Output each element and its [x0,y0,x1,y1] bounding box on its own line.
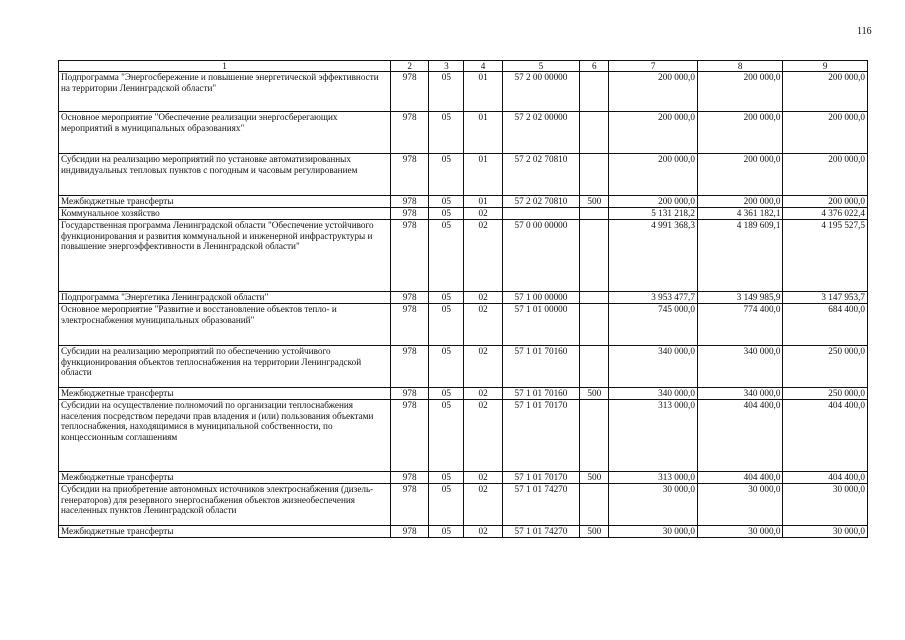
table-row [59,196,868,208]
table-row [59,388,868,400]
row-value-cell: 5 131 218,2 [609,208,698,220]
table-row [59,526,868,538]
row-value-cell: 30 000,0 [783,484,868,526]
row-name-cell: Государственная программа Ленинградской области "Обеспечение устойчивого функционирования и развития коммунальной и инженерной инфраструктуры и повышение энергоэффективности в Ленинградской области" [59,220,391,292]
column-header-3: 3 [429,61,464,72]
row-value-cell: 57 1 01 74270 [502,484,579,526]
row-value-cell: 30 000,0 [697,526,783,538]
row-value-cell: 4 195 527,5 [783,220,868,292]
row-value-cell [502,208,579,220]
row-value-cell: 30 000,0 [609,484,698,526]
row-value-cell: 404 400,0 [783,400,868,472]
row-value-cell: 30 000,0 [609,526,698,538]
row-value-cell: 4 376 022,4 [783,208,868,220]
row-value-cell: 978 [391,196,429,208]
row-value-cell: 02 [464,388,502,400]
table-body [59,72,868,538]
row-value-cell: 200 000,0 [783,72,868,112]
row-name-cell: Коммунальное хозяйство [59,208,391,220]
row-value-cell: 01 [464,154,502,196]
row-value-cell: 05 [429,292,464,304]
row-value-cell: 978 [391,388,429,400]
row-value-cell: 250 000,0 [783,388,868,400]
table-row [59,154,868,196]
row-value-cell [580,346,609,388]
page-number: 116 [857,26,872,37]
row-value-cell: 02 [464,472,502,484]
column-header-9: 9 [783,61,868,72]
table-row [59,472,868,484]
row-name-cell: Субсидии на реализацию мероприятий по обеспечению устойчивого функционирования объектов теплоснабжения на территории Ленинградской области [59,346,391,388]
row-name-cell: Подпрограмма "Энергетика Ленинградской области" [59,292,391,304]
row-value-cell [580,484,609,526]
row-value-cell: 500 [580,196,609,208]
row-value-cell: 57 1 01 70160 [502,346,579,388]
row-value-cell: 978 [391,72,429,112]
table-row [59,292,868,304]
row-value-cell: 978 [391,472,429,484]
row-value-cell: 57 1 01 00000 [502,304,579,346]
row-value-cell: 978 [391,526,429,538]
row-value-cell: 340 000,0 [609,346,698,388]
row-name-cell: Межбюджетные трансферты [59,526,391,538]
budget-table [58,60,868,538]
row-value-cell: 57 1 01 70170 [502,472,579,484]
row-value-cell: 57 2 02 70810 [502,154,579,196]
row-value-cell: 05 [429,388,464,400]
row-value-cell [580,112,609,154]
row-value-cell: 978 [391,304,429,346]
row-value-cell: 30 000,0 [783,526,868,538]
row-value-cell: 978 [391,484,429,526]
row-value-cell: 02 [464,292,502,304]
column-header-4: 4 [464,61,502,72]
row-value-cell [580,292,609,304]
row-value-cell: 500 [580,388,609,400]
row-value-cell: 01 [464,196,502,208]
row-value-cell: 978 [391,112,429,154]
row-value-cell: 200 000,0 [697,72,783,112]
row-value-cell: 05 [429,72,464,112]
column-header-5: 5 [502,61,579,72]
row-value-cell: 05 [429,304,464,346]
row-value-cell: 57 1 01 70170 [502,400,579,472]
row-name-cell: Подпрограмма "Энергосбережение и повышение энергетической эффективности на территории Ленинградской области" [59,72,391,112]
row-value-cell: 57 1 01 74270 [502,526,579,538]
row-value-cell: 200 000,0 [697,196,783,208]
row-value-cell: 404 400,0 [697,472,783,484]
row-value-cell [580,72,609,112]
row-value-cell: 05 [429,472,464,484]
row-value-cell: 340 000,0 [697,388,783,400]
row-value-cell: 404 400,0 [783,472,868,484]
row-value-cell: 200 000,0 [697,154,783,196]
table-row [59,400,868,472]
row-value-cell: 02 [464,220,502,292]
row-name-cell: Субсидии на осуществление полномочий по организации теплоснабжения населения посредством передачи прав владения и (или) пользования объектами теплоснабжения, находящимися в муниципальной собственности, по концессионным соглашениям [59,400,391,472]
row-value-cell: 3 953 477,7 [609,292,698,304]
row-value-cell: 200 000,0 [609,72,698,112]
row-value-cell: 978 [391,400,429,472]
row-value-cell: 01 [464,72,502,112]
row-value-cell: 200 000,0 [783,112,868,154]
row-value-cell: 57 2 02 70810 [502,196,579,208]
row-name-cell: Основное мероприятие "Обеспечение реализации энергосберегающих мероприятий в муниципальных образованиях" [59,112,391,154]
row-value-cell: 05 [429,112,464,154]
row-value-cell: 30 000,0 [697,484,783,526]
row-value-cell: 200 000,0 [609,154,698,196]
row-value-cell: 02 [464,400,502,472]
row-value-cell: 57 1 01 70160 [502,388,579,400]
row-value-cell: 200 000,0 [783,154,868,196]
row-value-cell: 340 000,0 [697,346,783,388]
column-header-8: 8 [697,61,783,72]
row-value-cell: 4 189 609,1 [697,220,783,292]
row-value-cell: 978 [391,154,429,196]
column-header-1: 1 [59,61,391,72]
table-row [59,208,868,220]
row-value-cell: 05 [429,208,464,220]
row-name-cell: Межбюджетные трансферты [59,388,391,400]
row-value-cell [580,304,609,346]
table-header-row [59,61,868,72]
row-value-cell: 05 [429,400,464,472]
column-header-6: 6 [580,61,609,72]
row-value-cell: 02 [464,484,502,526]
row-value-cell: 745 000,0 [609,304,698,346]
row-value-cell: 978 [391,208,429,220]
row-name-cell: Межбюджетные трансферты [59,472,391,484]
row-value-cell: 404 400,0 [697,400,783,472]
row-value-cell: 57 1 00 00000 [502,292,579,304]
row-value-cell: 4 991 368,3 [609,220,698,292]
row-value-cell: 978 [391,346,429,388]
row-value-cell: 978 [391,220,429,292]
row-value-cell [580,208,609,220]
row-value-cell: 684 400,0 [783,304,868,346]
row-value-cell: 200 000,0 [783,196,868,208]
row-value-cell: 57 2 02 00000 [502,112,579,154]
row-value-cell: 500 [580,472,609,484]
row-value-cell: 200 000,0 [609,196,698,208]
row-name-cell: Субсидии на приобретение автономных источников электроснабжения (дизель-генераторов) для резервного энергоснабжения объектов жизнеобеспечения населенных пунктов Ленинградской области [59,484,391,526]
row-value-cell: 978 [391,292,429,304]
row-value-cell: 4 361 182,1 [697,208,783,220]
row-value-cell [580,400,609,472]
row-name-cell: Основное мероприятие "Развитие и восстановление объектов тепло- и электроснабжения муниципальных образований" [59,304,391,346]
table-row [59,220,868,292]
row-value-cell: 02 [464,208,502,220]
row-value-cell: 05 [429,154,464,196]
table-row [59,72,868,112]
row-value-cell: 3 149 985,9 [697,292,783,304]
row-value-cell: 340 000,0 [609,388,698,400]
row-value-cell: 05 [429,526,464,538]
row-value-cell: 200 000,0 [609,112,698,154]
row-value-cell [580,220,609,292]
row-value-cell: 02 [464,346,502,388]
row-value-cell: 250 000,0 [783,346,868,388]
row-name-cell: Межбюджетные трансферты [59,196,391,208]
row-value-cell: 02 [464,526,502,538]
row-value-cell: 200 000,0 [697,112,783,154]
table-row [59,112,868,154]
row-value-cell: 774 400,0 [697,304,783,346]
row-value-cell [580,154,609,196]
row-value-cell: 05 [429,196,464,208]
row-value-cell: 05 [429,484,464,526]
table-row [59,484,868,526]
table-row [59,304,868,346]
column-header-7: 7 [609,61,698,72]
column-header-2: 2 [391,61,429,72]
row-value-cell: 01 [464,112,502,154]
row-value-cell: 02 [464,304,502,346]
row-value-cell: 05 [429,346,464,388]
row-value-cell: 313 000,0 [609,400,698,472]
row-value-cell: 313 000,0 [609,472,698,484]
row-value-cell: 57 2 00 00000 [502,72,579,112]
row-name-cell: Субсидии на реализацию мероприятий по установке автоматизированных индивидуальных тепловых пунктов с погодным и часовым регулированием [59,154,391,196]
row-value-cell: 57 0 00 00000 [502,220,579,292]
table-row [59,346,868,388]
row-value-cell: 500 [580,526,609,538]
row-value-cell: 05 [429,220,464,292]
row-value-cell: 3 147 953,7 [783,292,868,304]
